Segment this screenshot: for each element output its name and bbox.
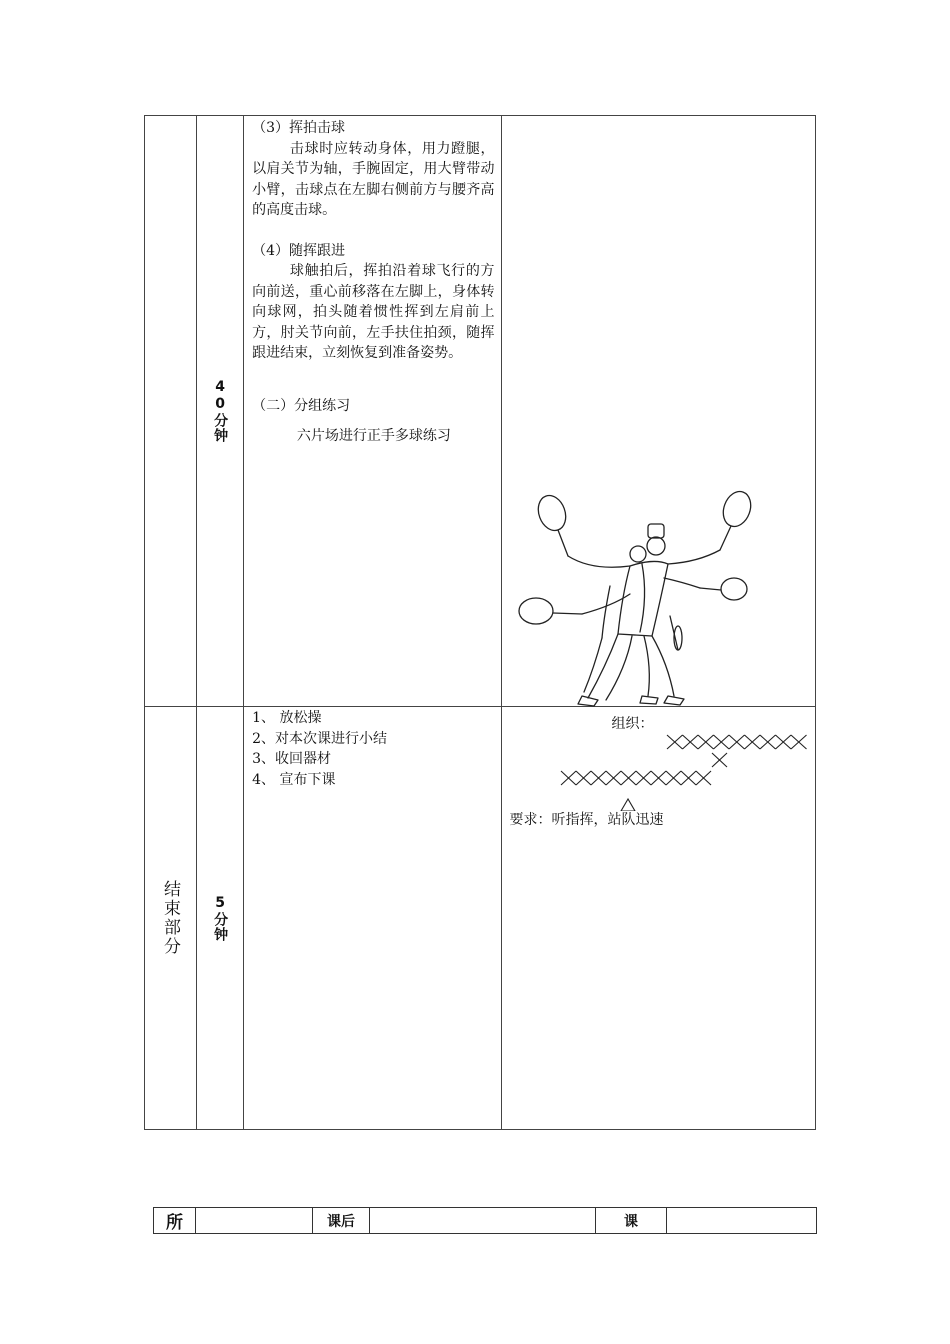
group-practice-title: （二）分组练习 (252, 397, 351, 414)
main-time-label: 40分钟 (212, 379, 229, 443)
footer-cell-2 (196, 1208, 313, 1234)
student-marker-icon (561, 771, 576, 785)
student-marker-icon (591, 771, 606, 785)
student-marker-icon (651, 771, 666, 785)
end-step-2: 2、对本次课进行小结 (252, 730, 388, 747)
group-practice-body: 六片场进行正手多球练习 (296, 428, 451, 444)
end-content-cell (244, 707, 501, 1130)
follow-title: （4）随挥跟进 (252, 242, 346, 259)
student-marker-icon (636, 771, 651, 785)
formation-diagram (502, 733, 816, 811)
footer-cell-1: 所 (154, 1208, 196, 1234)
student-marker-icon (760, 735, 776, 749)
student-marker-icon (606, 771, 621, 785)
swing-body: 击球时应转动身体，用力蹬腿，以肩关节为轴，手腕固定，用大臂带动小臂，击球点在左脚右侧前方与腰齐高的高度击球。 (252, 140, 495, 218)
student-marker-icon (576, 771, 591, 785)
student-marker-icon (698, 735, 714, 749)
footer-cell-6 (667, 1208, 817, 1234)
end-organization-cell (501, 707, 816, 1130)
end-section-label: 结束部分 (160, 880, 181, 956)
student-marker-icon (744, 735, 760, 749)
student-marker-icon (729, 735, 745, 749)
footer-row (154, 1208, 817, 1234)
end-step-1: 1、 放松操 (252, 710, 322, 726)
main-section-row (145, 116, 816, 707)
follow-body: 球触拍后，挥拍沿着球飞行的方向前送，重心前移落在左脚上，身体转向球网，拍头随着惯性挥到左肩前上方，肘关节向前，左手扶住拍颈，随挥跟进结束，立刻恢复到准备姿势。 (252, 263, 495, 361)
end-section-row (145, 707, 816, 1130)
forehand-swing-illustration (502, 116, 816, 707)
end-section-label-cell (145, 707, 197, 1130)
student-marker-icon (791, 735, 807, 749)
footer-cell-4 (370, 1208, 596, 1234)
lesson-plan-table (144, 115, 816, 1130)
student-marker-icon (621, 771, 636, 785)
end-time-cell (197, 707, 244, 1130)
swing-title: （3）挥拍击球 (252, 120, 346, 136)
time-cell (197, 116, 244, 707)
end-step-4: 4、 宣布下课 (252, 771, 336, 788)
end-step-3: 3、收回器材 (252, 751, 332, 767)
organization-label: 组织： (611, 716, 654, 732)
requirement-text: 要求：听指挥，站队迅速 (509, 812, 664, 828)
footer-cell-5: 课 (596, 1208, 667, 1234)
end-time-label: 5分钟 (212, 894, 229, 942)
footer-cell-3: 课后 (313, 1208, 370, 1234)
student-marker-icon (681, 771, 696, 785)
content-cell (244, 116, 501, 707)
student-marker-icon (775, 735, 791, 749)
student-marker-icon (712, 753, 727, 767)
student-marker-icon (713, 735, 729, 749)
student-marker-icon (667, 735, 683, 749)
section-label-cell (145, 116, 197, 707)
footer-table (153, 1207, 817, 1234)
student-marker-icon (696, 771, 711, 785)
student-marker-icon (682, 735, 698, 749)
student-marker-icon (666, 771, 681, 785)
illustration-cell (501, 116, 816, 707)
